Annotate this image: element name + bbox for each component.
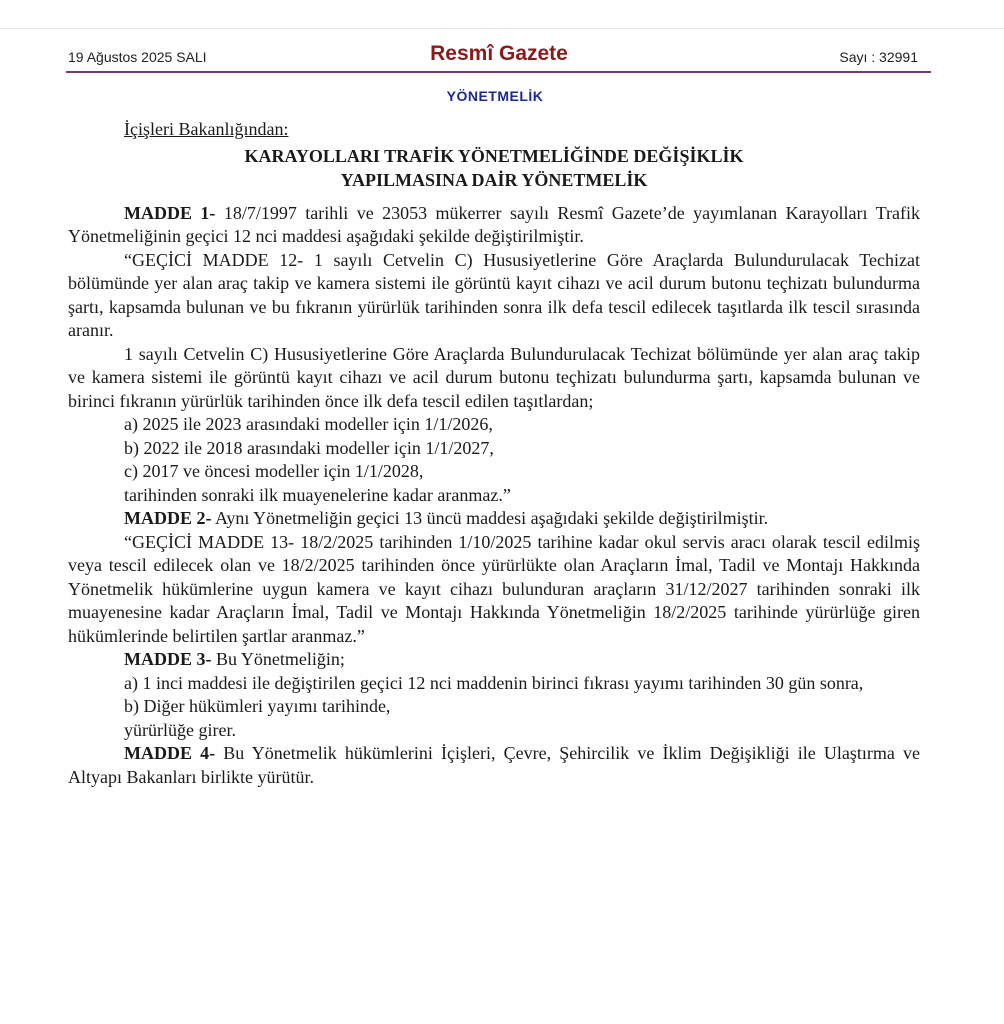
issue-date: 19 Ağustos 2025 SALI [68,49,207,65]
article-3-item-b: b) Diğer hükümleri yayımı tarihinde, [124,696,391,716]
gazette-title: Resmî Gazete [430,42,568,65]
article-4-label: MADDE 4- [124,743,216,763]
article-4 [68,742,920,789]
article-1 [68,202,920,249]
header-divider [66,71,931,73]
article-4-text: Bu Yönetmelik hükümlerini İçişleri, Çevre, Şehircilik ve İklim Değişikliği ile Ulaştırma ve Altyapı Bakanları birlikte yürütür. [68,743,920,787]
article-1-paragraph-2: “GEÇİCİ MADDE 12- 1 sayılı Cetvelin C) Hususiyetlerine Göre Araçlarda Bulundurulacak Techizat bölümünde yer alan araç takip ve kamera sistemi ile görüntü kayıt cihazı ve acil durum butonu teçhizatı bulundurma şartı, kapsamda bulunan ve bu fıkranın yürürlük tarihinden sonra ilk defa tescil edilecek taşıtlarda ilk tescil sırasında aranır. [68,249,920,340]
article-2-label: MADDE 2- [124,508,212,528]
regulation-title [68,144,920,192]
article-1-closing: tarihinden sonraki ilk muayenelerine kadar aranmaz.” [124,484,511,505]
article-2 [68,507,920,531]
section-type: YÖNETMELİK [446,88,544,104]
regulation-title-line-2: YAPILMASINA DAİR YÖNETMELİK [340,169,648,190]
article-3-item-a: a) 1 inci maddesi ile değiştirilen geçici 12 nci maddenin birinci fıkrası yayımı tarihinden 30 gün sonra, [124,672,864,693]
article-1-paragraph-3: 1 sayılı Cetvelin C) Hususiyetlerine Göre Araçlarda Bulundurulacak Techizat bölümünde yer alan araç takip ve kamera sistemi ile görüntü kayıt cihazı ve acil durum butonu teçhizatı bulundurma şartı, kapsamda bulunan ve birinci fıkranın yürürlük tarihinden önce ilk defa tescil edilen taşıtlardan; [68,343,920,411]
article-1-label: MADDE 1- [124,202,216,223]
article-3-label: MADDE 3- [124,649,212,669]
article-3-closing: yürürlüğe girer. [124,719,236,740]
article-3 [68,648,920,672]
ministry-name: İçişleri Bakanlığından: [124,119,289,139]
top-divider [0,28,1004,29]
article-2-text: Aynı Yönetmeliğin geçici 13 üncü maddesi aşağıdaki şekilde değiştirilmiştir. [211,508,769,528]
article-1-item-b: b) 2022 ile 2018 arasındaki modeller için 1/1/2027, [124,437,494,458]
article-3-text: Bu Yönetmeliğin; [211,649,345,669]
article-2-paragraph-2: “GEÇİCİ MADDE 13- 18/2/2025 tarihinden 1/10/2025 tarihine kadar okul servis aracı olarak tescil edilmiş veya tescil edilecek olan ve 18/2/2025 tarihinden önce yürürlükte olan Araçların İmal, Tadil ve Montajı Hakkında Yönetmelik hükümlerine uygun kamera ve kayıt cihazı bulunduran araçların 31/12/2027 tarihinden sonraki ilk muayenesine kadar Araçların İmal, Tadil ve Montajı Hakkında Yönetmeliğin 18/2/2025 tarihinde yürürlüğe giren hükümlerinde belirtilen şartlar aranmaz.” [68,531,920,646]
regulation-title-line-1: KARAYOLLARI TRAFİK YÖNETMELİĞİNDE DEĞİŞİKLİK [244,145,744,166]
issue-number: Sayı : 32991 [839,49,918,65]
article-1-item-c: c) 2017 ve öncesi modeller için 1/1/2028, [124,461,424,481]
document-body [68,118,920,789]
gazette-header [68,42,930,72]
article-1-item-a: a) 2025 ile 2023 arasındaki modeller için 1/1/2026, [124,414,493,434]
article-1-text: 18/7/1997 tarihli ve 23053 mükerrer sayılı Resmî Gazete’de yayımlanan Karayolları Trafik Yönetmeliğinin geçici 12 nci maddesi aşağıdaki şekilde değiştirilmiştir. [68,202,920,246]
